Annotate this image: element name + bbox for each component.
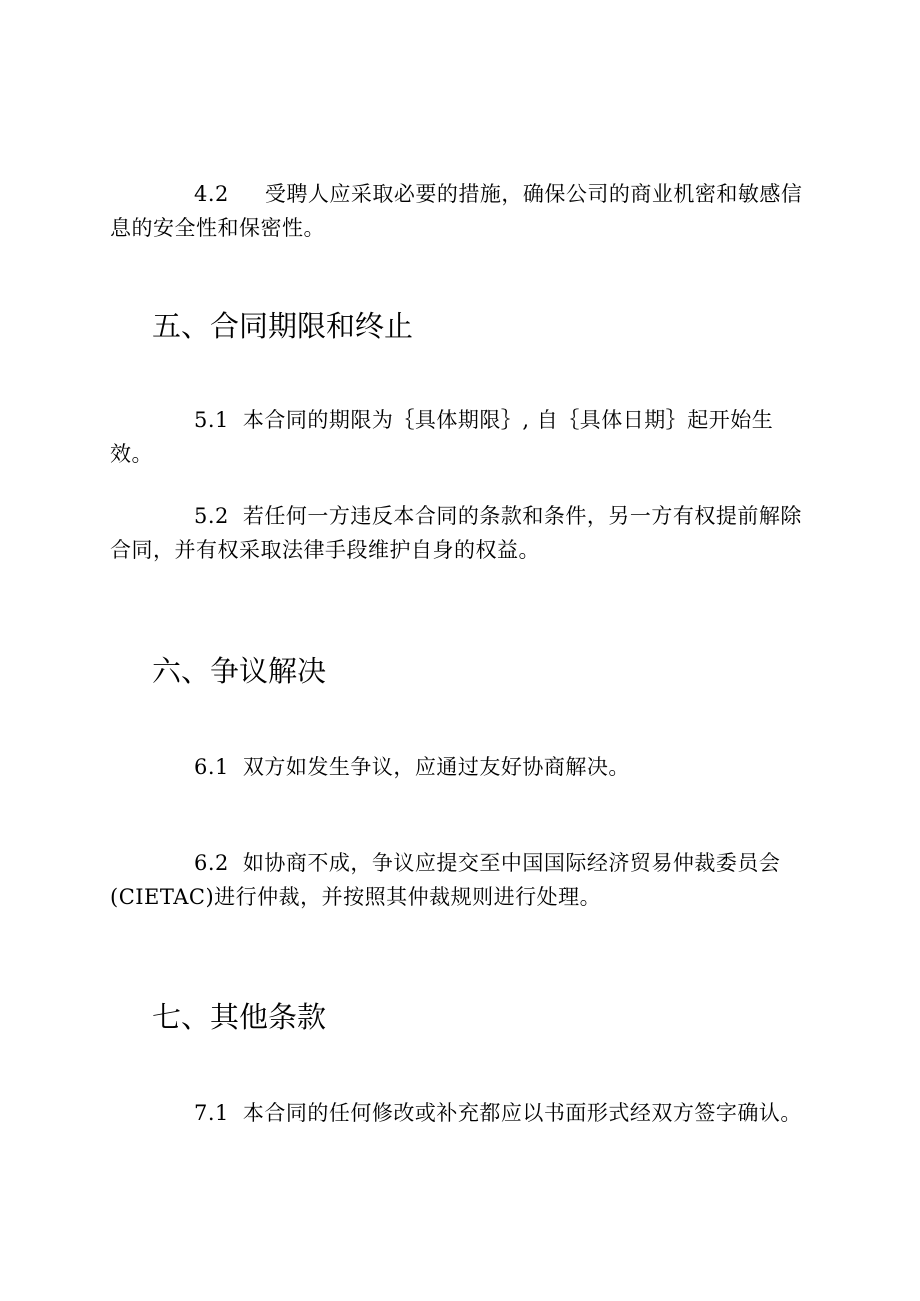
section-heading-7: 七、其他条款: [152, 1000, 327, 1034]
clause-text: 本合同的任何修改或补充都应以书面形式经双方签字确认。: [242, 1101, 802, 1125]
clause-6-2: [110, 846, 810, 914]
clause-number: 6.1: [194, 755, 229, 779]
clause-text: 如协商不成，争议应提交至中国国际经济贸易仲裁委员会 (CIETAC)进行仲裁，并按照其仲裁规则进行处理。: [110, 851, 781, 909]
section-heading-5: 五、合同期限和终止: [152, 309, 414, 343]
clause-number: 5.2: [194, 504, 229, 528]
section-heading-6: 六、争议解决: [152, 654, 327, 688]
clause-number: 6.2: [194, 851, 229, 875]
clause-number: 5.1: [194, 408, 229, 432]
clause-text: 本合同的期限为｛具体期限｝, 自｛具体日期｝起开始生效。: [110, 408, 774, 466]
clause-5-2: [110, 499, 810, 567]
clause-number: 4.2: [194, 182, 229, 206]
clause-4-2: [110, 177, 810, 245]
clause-text: 双方如发生争议，应通过友好协商解决。: [242, 755, 630, 779]
clause-7-1: [110, 1096, 810, 1130]
clause-6-1: [110, 750, 810, 784]
clause-number: 7.1: [194, 1101, 229, 1125]
clause-5-1: [110, 403, 810, 471]
clause-text: 受聘人应采取必要的措施，确保公司的商业机密和敏感信息的安全性和保密性。: [110, 182, 803, 240]
clause-text: 若任何一方违反本合同的条款和条件，另一方有权提前解除合同，并有权采取法律手段维护自身的权益。: [110, 504, 802, 562]
